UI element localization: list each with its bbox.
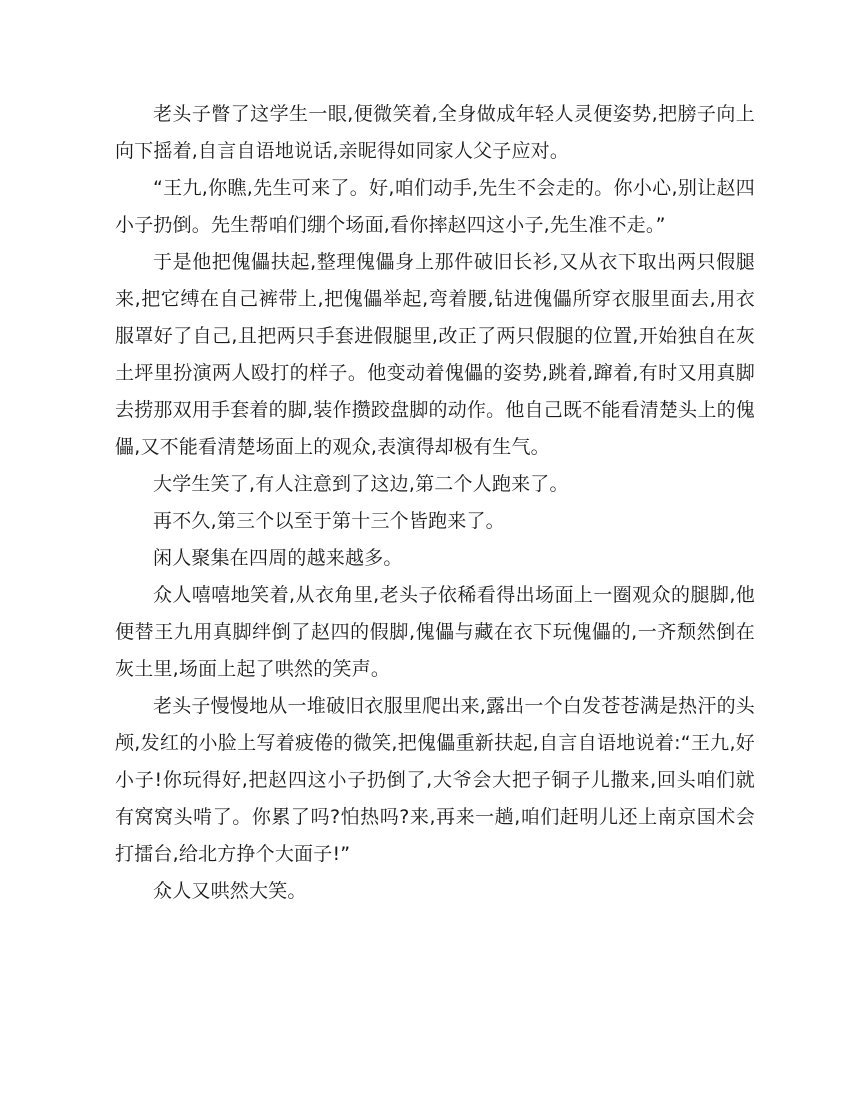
document-body xyxy=(115,96,755,910)
paragraph-7: 众人嘻嘻地笑着,从衣角里,老头子依稀看得出场面上一圈观众的腿脚,他便替王九用真脚绊倒了赵四的假脚,傀儡与藏在衣下玩傀儡的,一齐颓然倒在灰土里,场面上起了哄然的笑声。 xyxy=(115,584,755,680)
paragraph-9: 众人又哄然大笑。 xyxy=(153,880,307,902)
paragraph-3: 于是他把傀儡扶起,整理傀儡身上那件破旧长衫,又从衣下取出两只假腿来,把它缚在自己裤带上,把傀儡举起,弯着腰,钻进傀儡所穿衣服里面去,用衣服罩好了自己,且把两只手套进假腿里,改正了两只假腿的位置,开始独自在灰土坪里扮演两人殴打的样子。他变动着傀儡的姿势,跳着,蹿着,有时又用真脚去捞那双用手套着的脚,装作攒跤盘脚的动作。他自己既不能看清楚头上的傀儡,又不能看清楚场面上的观众,表演得却极有生气。 xyxy=(115,251,755,458)
paragraph-1: 老头子瞥了这学生一眼,便微笑着,全身做成年轻人灵便姿势,把膀子向上向下摇着,自言自语地说话,亲昵得如同家人父子应对。 xyxy=(115,103,755,162)
paragraph-5: 再不久,第三个以至于第十三个皆跑来了。 xyxy=(153,510,505,532)
paragraph-8: 老头子慢慢地从一堆破旧衣服里爬出来,露出一个白发苍苍满是热汗的头颅,发红的小脸上写着疲倦的微笑,把傀儡重新扶起,自言自语地说着:“王九,好小子!你玩得好,把赵四这小子扔倒了,大爷会大把子铜子儿撒来,回头咱们就有窝窝头啃了。你累了吗?怕热吗?来,再来一趟,咱们赶明儿还上南京国术会打擂台,给北方挣个大面子!” xyxy=(115,695,755,865)
paragraph-6: 闲人聚集在四周的越来越多。 xyxy=(153,547,403,569)
paragraph-4: 大学生笑了,有人注意到了这边,第二个人跑来了。 xyxy=(153,473,569,495)
paragraph-2: “王九,你瞧,先生可来了。好,咱们动手,先生不会走的。你小心,别让赵四小子扔倒。先生帮咱们绷个场面,看你摔赵四这小子,先生准不走。” xyxy=(115,177,755,236)
